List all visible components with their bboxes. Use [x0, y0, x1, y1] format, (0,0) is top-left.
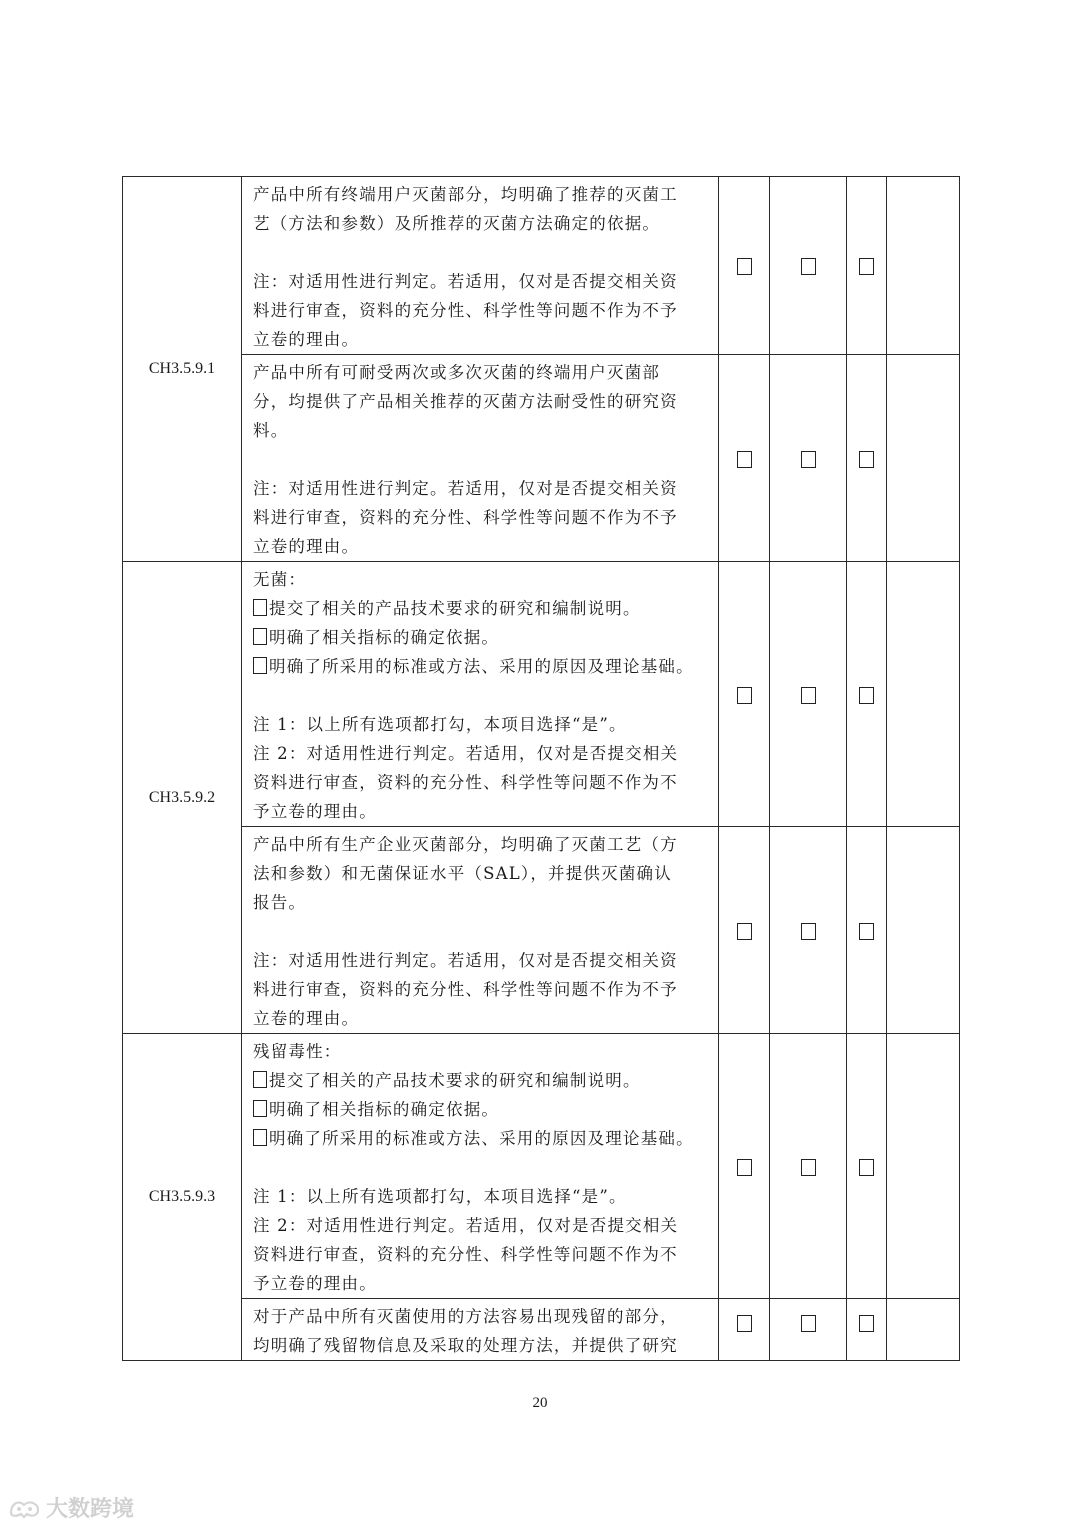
- item-description: [242, 827, 719, 1034]
- description-line: 残留毒性：: [253, 1042, 342, 1061]
- description-line: [253, 1124, 708, 1153]
- option-label: 明确了相关指标的确定依据。: [269, 628, 500, 647]
- description-line: 资料进行审查，资料的充分性、科学性等问题不作为不: [253, 773, 678, 792]
- page-number: 20: [532, 1395, 548, 1411]
- table-row: [123, 1034, 960, 1299]
- description-line: 料。: [253, 421, 289, 440]
- description-line: [253, 681, 708, 710]
- watermark: [8, 1492, 134, 1523]
- no-checkbox[interactable]: [801, 687, 816, 704]
- description-line: 注：对适用性进行判定。若适用，仅对是否提交相关资: [253, 951, 678, 970]
- option-checkbox[interactable]: [253, 657, 267, 674]
- description-line: [253, 238, 708, 267]
- na-checkbox[interactable]: [859, 1315, 874, 1332]
- description-line: 注：对适用性进行判定。若适用，仅对是否提交相关资: [253, 272, 678, 291]
- description-line: 注 2：对适用性进行判定。若适用，仅对是否提交相关: [253, 1216, 679, 1235]
- table-row: [123, 827, 960, 1034]
- description-line: 注：对适用性进行判定。若适用，仅对是否提交相关资: [253, 479, 678, 498]
- description-line: 分，均提供了产品相关推荐的灭菌方法耐受性的研究资: [253, 392, 678, 411]
- option-checkbox[interactable]: [253, 1071, 267, 1088]
- no-checkbox[interactable]: [801, 1315, 816, 1332]
- no-checkbox[interactable]: [801, 451, 816, 468]
- remarks-cell: [887, 827, 960, 1034]
- yes-checkbox[interactable]: [737, 923, 752, 940]
- description-line: [253, 652, 708, 681]
- description-line: 资料进行审查，资料的充分性、科学性等问题不作为不: [253, 1245, 678, 1264]
- description-line: 料进行审查，资料的充分性、科学性等问题不作为不予: [253, 508, 678, 527]
- description-line: 立卷的理由。: [253, 330, 360, 349]
- item-code: CH3.5.9.1: [123, 177, 242, 562]
- description-line: 予立卷的理由。: [253, 802, 377, 821]
- description-line: [253, 594, 708, 623]
- option-label: 提交了相关的产品技术要求的研究和编制说明。: [269, 599, 641, 618]
- description-line: 均明确了残留物信息及采取的处理方法，并提供了研究: [253, 1336, 678, 1355]
- option-label: 明确了所采用的标准或方法、采用的原因及理论基础。: [269, 657, 694, 676]
- item-description: [242, 1034, 719, 1299]
- description-line: 对于产品中所有灭菌使用的方法容易出现残留的部分，: [253, 1307, 678, 1326]
- description-line: 料进行审查，资料的充分性、科学性等问题不作为不予: [253, 301, 678, 320]
- item-code: CH3.5.9.2: [123, 562, 242, 1034]
- na-checkbox[interactable]: [859, 923, 874, 940]
- watermark-text: 大数跨境: [46, 1497, 135, 1522]
- remarks-cell: [887, 1034, 960, 1299]
- checklist-table: [122, 176, 960, 1361]
- description-line: 予立卷的理由。: [253, 1274, 377, 1293]
- description-line: 产品中所有终端用户灭菌部分，均明确了推荐的灭菌工: [253, 185, 678, 204]
- na-checkbox[interactable]: [859, 1159, 874, 1176]
- item-description: [242, 355, 719, 562]
- table-row: [123, 562, 960, 827]
- item-description: [242, 562, 719, 827]
- table-row: [123, 1299, 960, 1361]
- option-label: 提交了相关的产品技术要求的研究和编制说明。: [269, 1071, 641, 1090]
- yes-checkbox[interactable]: [737, 1159, 752, 1176]
- description-line: 无菌：: [253, 570, 307, 589]
- option-label: 明确了所采用的标准或方法、采用的原因及理论基础。: [269, 1129, 694, 1148]
- item-code: CH3.5.9.3: [123, 1034, 242, 1361]
- description-line: [253, 623, 708, 652]
- na-checkbox[interactable]: [859, 687, 874, 704]
- na-checkbox[interactable]: [859, 258, 874, 275]
- item-description: [242, 177, 719, 355]
- description-line: 报告。: [253, 893, 307, 912]
- description-line: [253, 1095, 708, 1124]
- description-line: 注 1：以上所有选项都打勾，本项目选择“是”。: [253, 1187, 627, 1206]
- description-line: [253, 1153, 708, 1182]
- yes-checkbox[interactable]: [737, 687, 752, 704]
- yes-checkbox[interactable]: [737, 451, 752, 468]
- table-row: [123, 355, 960, 562]
- no-checkbox[interactable]: [801, 923, 816, 940]
- option-checkbox[interactable]: [253, 628, 267, 645]
- description-line: 注 2：对适用性进行判定。若适用，仅对是否提交相关: [253, 744, 679, 763]
- description-line: [253, 1066, 708, 1095]
- description-line: [253, 917, 708, 946]
- option-checkbox[interactable]: [253, 599, 267, 616]
- description-line: 立卷的理由。: [253, 1009, 360, 1028]
- remarks-cell: [887, 355, 960, 562]
- na-checkbox[interactable]: [859, 451, 874, 468]
- table-row: [123, 177, 960, 355]
- item-description: [242, 1299, 719, 1361]
- description-line: 产品中所有生产企业灭菌部分，均明确了灭菌工艺（方: [253, 835, 678, 854]
- remarks-cell: [887, 1299, 960, 1361]
- remarks-cell: [887, 177, 960, 355]
- description-line: 法和参数）和无菌保证水平（SAL），并提供灭菌确认: [253, 864, 672, 883]
- remarks-cell: [887, 562, 960, 827]
- description-line: 艺（方法和参数）及所推荐的灭菌方法确定的依据。: [253, 214, 661, 233]
- option-checkbox[interactable]: [253, 1100, 267, 1117]
- option-checkbox[interactable]: [253, 1129, 267, 1146]
- description-line: 料进行审查，资料的充分性、科学性等问题不作为不予: [253, 980, 678, 999]
- yes-checkbox[interactable]: [737, 258, 752, 275]
- description-line: [253, 445, 708, 474]
- description-line: 产品中所有可耐受两次或多次灭菌的终端用户灭菌部: [253, 363, 661, 382]
- yes-checkbox[interactable]: [737, 1315, 752, 1332]
- option-label: 明确了相关指标的确定依据。: [269, 1100, 500, 1119]
- no-checkbox[interactable]: [801, 258, 816, 275]
- watermark-logo-icon: [8, 1497, 42, 1519]
- description-line: 注 1：以上所有选项都打勾，本项目选择“是”。: [253, 715, 627, 734]
- description-line: 立卷的理由。: [253, 537, 360, 556]
- no-checkbox[interactable]: [801, 1159, 816, 1176]
